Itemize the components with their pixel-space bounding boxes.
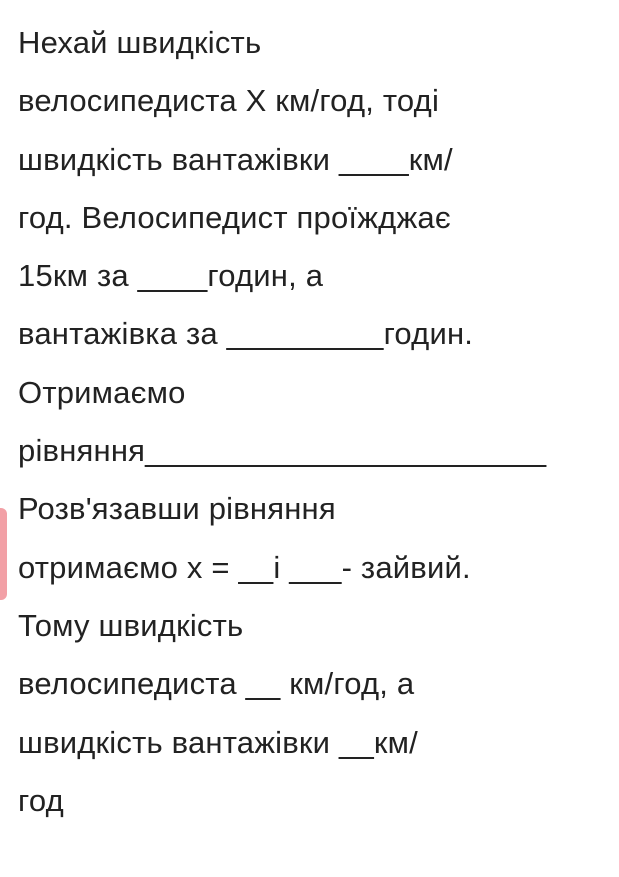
task-text — [18, 14, 618, 830]
edge-highlight-marker — [0, 508, 7, 600]
text-line-1: Нехай швидкість — [18, 25, 262, 60]
text-line-5: 15км за ____годин, а — [18, 258, 324, 294]
text-line-10: отримаємо х = __і ___- зайвий. — [18, 549, 471, 585]
text-line-14: год — [18, 782, 64, 818]
text-line-8: рівняння_______________________ — [18, 433, 547, 469]
text-line-6: вантажівка за _________годин. — [18, 316, 474, 352]
text-line-3: швидкість вантажівки ____км/ — [18, 141, 453, 177]
text-line-13: швидкість вантажівки __км/ — [18, 724, 418, 760]
text-line-4: год. Велосипедист проїжджає — [18, 199, 451, 235]
text-line-2: велосипедиста X км/год, тоді — [18, 83, 440, 119]
text-line-7: Отримаємо — [18, 374, 186, 410]
text-line-9: Розв'язавши рівняння — [18, 491, 336, 527]
text-line-12: велосипедиста __ км/год, а — [18, 666, 415, 702]
text-line-11: Тому швидкість — [18, 607, 244, 643]
